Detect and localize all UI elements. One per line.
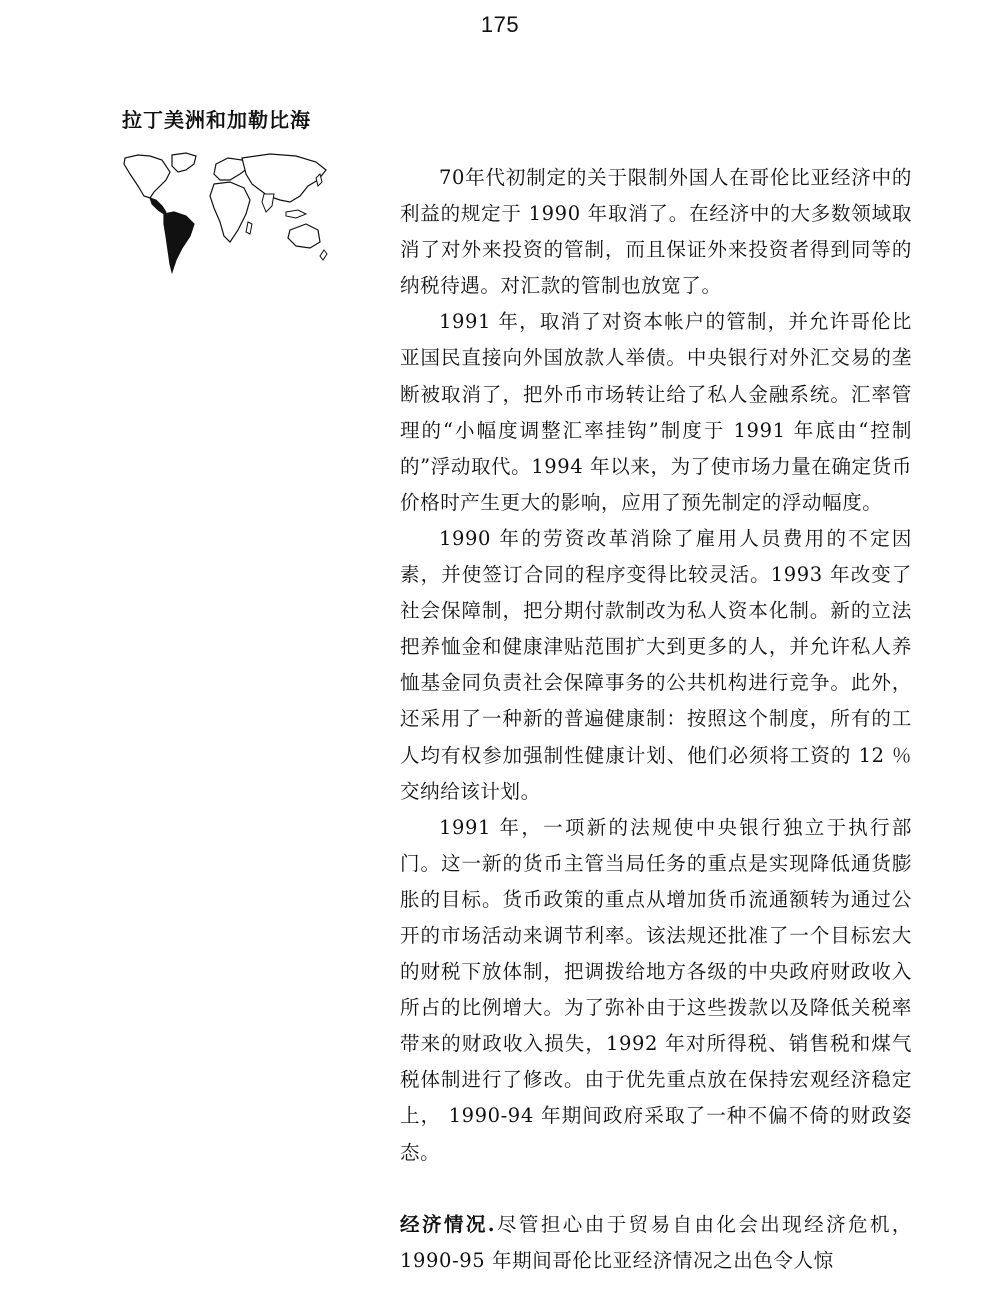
world-map-icon [120,150,330,280]
indonesia-shape [286,210,306,218]
section-text: 尽管担心由于贸易自由化会出现经济危机， 1990-95 年期间哥伦比亚经济情况之出色令人惊 [400,1212,912,1272]
new-zealand-shape [320,250,327,260]
paragraph-1: 70年代初制定的关于限制外国人在哥伦比亚经济中的利益的规定于 1990 年取消了。在经济中的大多数领域取消了对外来投资的管制，而且保证外来投资者得到同等的纳税待遇。对汇款的管制也放宽了。 [400,166,912,298]
page-number: 175 [480,12,520,37]
paragraph-2: 1991 年，取消了对资本帐户的管制，并允许哥伦比亚国民直接向外国放款人举债。中央银行对外汇交易的垄断被取消了，把外币市场转让给了私人金融系统。汇率管理的“小幅度调整汇率挂钩”制度于 1991 年底由“控制的”浮动取代。1994 年以来，为了使市场力量在确定货币价格时产生更大的影响，应用了预先制定的浮动幅度。 [400,310,912,514]
greenland-shape [172,153,196,172]
region-title: 拉丁美洲和加勒比海 [122,108,311,132]
central-america-shape [150,198,166,214]
economic-situation-section [400,1207,912,1279]
main-text [400,160,912,1279]
north-america-shape [124,155,170,198]
africa-shape [210,182,250,242]
madagascar-shape [246,222,252,234]
section-heading: 经济情况. [400,1212,496,1236]
india-shape [262,194,274,212]
australia-shape [288,224,320,248]
paragraph-4: 1991 年，一项新的法规使中央银行独立于执行部门。这一新的货币主管当局任务的重点是实现降低通货膨胀的目标。货币政策的重点从增加货币流通额转为通过公开的市场活动来调节利率。该法规还批准了一个目标宏大的财税下放体制，把调拨给地方各级的中央政府财政收入所占的比例增大。为了弥补由于这些拨款以及降低关税率带来的财政收入损失，1992 年对所得税、销售税和煤气税体制进行了修改。由于优先重点放在保持宏观经济稳定上， 1990-94 年期间政府采取了一种不偏不倚的财政姿态。 [400,815,912,1164]
asia-shape [242,154,326,202]
paragraph-3: 1990 年的劳资改革消除了雇用人员费用的不定因素，并使签订合同的程序变得比较灵活。1993 年改变了社会保障制，把分期付款制改为私人资本化制。新的立法把养恤金和健康津贴范围扩大到更多的人，并允许私人养恤基金同负责社会保障事务的公共机构进行竞争。此外，还采用了一种新的普遍健康制：按照这个制度，所有的工人均有权参加强制性健康计划、他们必须将工资的 12 ％交纳给该计划。 [400,526,912,803]
south-america-shape [164,212,194,272]
